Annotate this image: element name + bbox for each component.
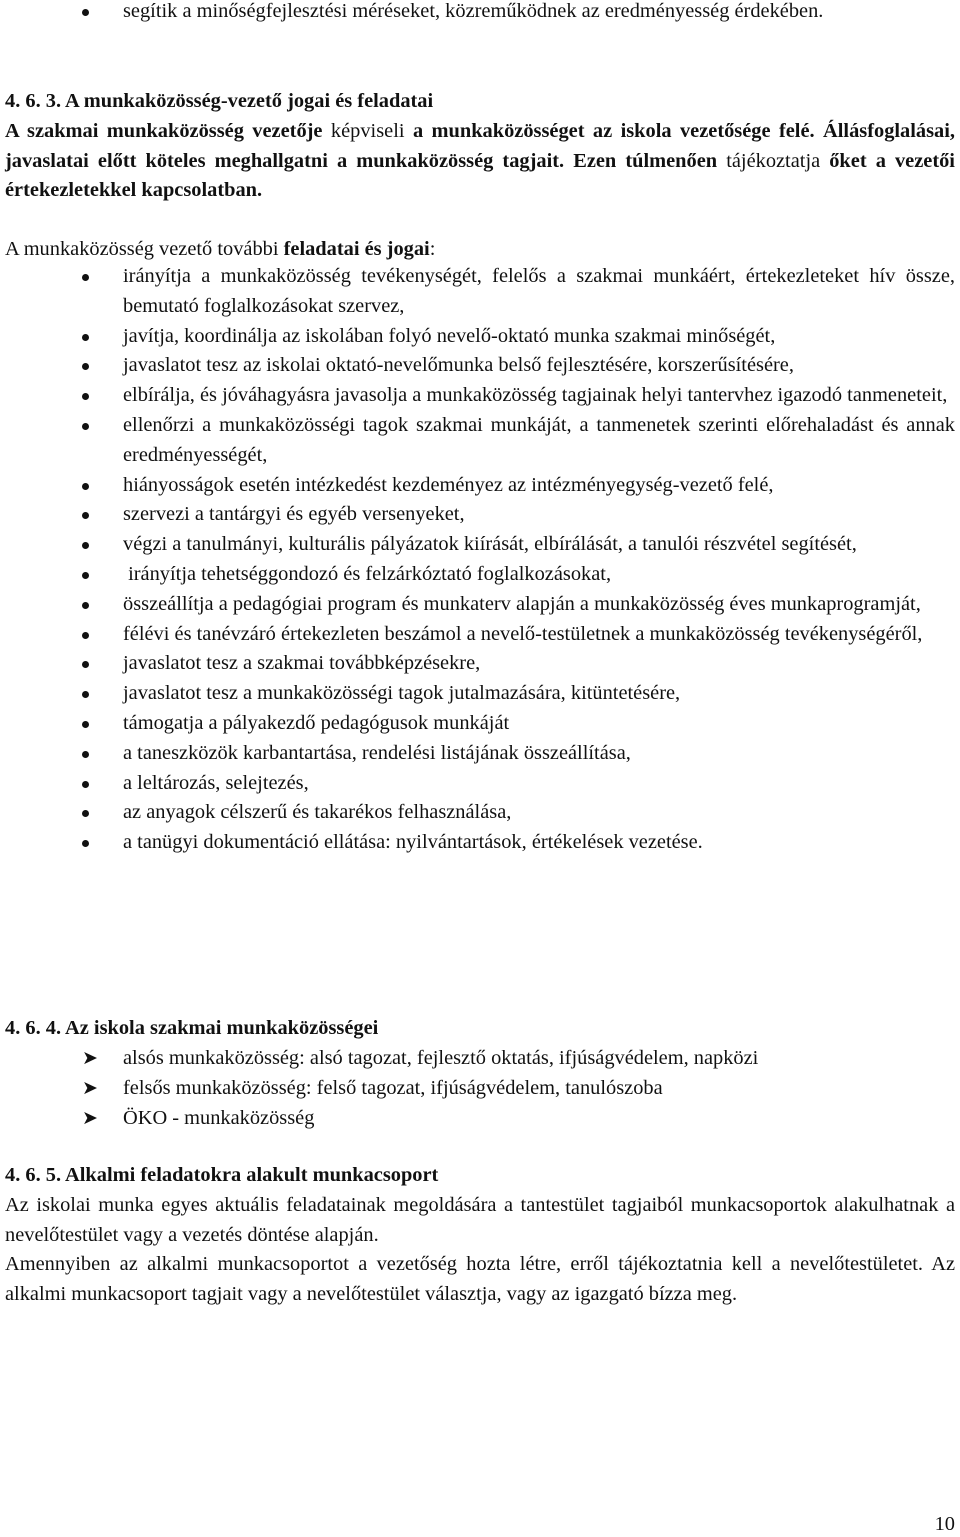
bullet-icon [82, 691, 89, 698]
continued-bullet-list [5, 0, 955, 27]
bullet-icon [82, 661, 89, 668]
section-paragraph: A szakmai munkaközösség vezetője képviseli a munkaközösséget az iskola vezetősége felé. Állásfoglalásai, javaslatai előtt köteles meghallgatni a munkaközösség tagjait. Ezen túlmenően tájékoztatja őket a vezetői értekezletekkel kapcsolatban. [5, 119, 955, 202]
section-paragraph: Az iskolai munka egyes aktuális feladatainak megoldására a tantestület tagjaiból munkacsoportok alakulhatnak a nevelőtestület vagy a vezetés döntése alapján. [5, 1193, 955, 1246]
list-item: hiányosságok esetén intézkedést kezdeményez az intézményegység-vezető felé, [5, 471, 955, 501]
bullet-icon [82, 393, 89, 400]
bullet-icon [82, 721, 89, 728]
section-heading: 4. 6. 3. A munkaközösség-vezető jogai és feladatai [5, 90, 434, 112]
bullet-icon [82, 512, 89, 519]
list-item: javítja, koordinálja az iskolában folyó nevelő-oktató munka szakmai minőségét, [5, 322, 955, 352]
bullet-icon [82, 751, 89, 758]
duties-intro: A munkaközösség vezető további feladatai és jogai: [5, 238, 436, 261]
list-item: az anyagok célszerű és takarékos felhasználása, [5, 798, 955, 828]
bullet-icon [82, 334, 89, 341]
bullet-icon [82, 572, 89, 579]
list-item: szervezi a tantárgyi és egyéb versenyeket, [5, 500, 955, 530]
bullet-icon [82, 632, 89, 639]
work-communities-list [5, 1044, 955, 1133]
list-item: a taneszközök karbantartása, rendelési listájának összeállítása, [5, 739, 955, 769]
bullet-icon [82, 602, 89, 609]
list-item: ellenőrzi a munkaközösségi tagok szakmai munkáját, a tanmenetek szerinti előrehaladást és annak eredményességét, [5, 411, 955, 471]
list-item: félévi és tanévzáró értekezleten beszámol a nevelő-testületnek a munkaközösség tevékenységéről, [5, 620, 955, 650]
list-item: ➤ felsős munkaközösség: felső tagozat, ifjúságvédelem, tanulószoba [5, 1074, 955, 1104]
bullet-icon [82, 781, 89, 788]
bullet-icon [82, 810, 89, 817]
section-4-6-5 [5, 1161, 955, 1310]
list-item: a tanügyi dokumentáció ellátása: nyilvántartások, értékelések vezetése. [5, 828, 955, 858]
section-4-6-3 [5, 87, 955, 265]
bullet-icon [82, 840, 89, 847]
bullet-icon [82, 483, 89, 490]
list-item: segítik a minőségfejlesztési méréseket, közreműködnek az eredményesség érdekében. [5, 0, 955, 27]
bullet-icon [82, 9, 89, 16]
list-item: elbírálja, és jóváhagyásra javasolja a munkaközösség tagjainak helyi tantervhez igazodó tanmeneteit, [5, 381, 955, 411]
page-number: 10 [934, 1513, 955, 1535]
list-item: végzi a tanulmányi, kulturális pályázatok kiírását, elbírálását, a tanulói részvétel segítését, [5, 530, 955, 560]
arrow-bullet-icon: ➤ [82, 1076, 98, 1099]
list-item: javaslatot tesz az iskolai oktató-nevelőmunka belső fejlesztésére, korszerűsítésére, [5, 351, 955, 381]
list-item: a leltározás, selejtezés, [5, 769, 955, 799]
list-item: javaslatot tesz a munkaközösségi tagok jutalmazására, kitüntetésére, [5, 679, 955, 709]
section-heading: 4. 6. 4. Az iskola szakmai munkaközösségei [5, 1017, 379, 1039]
arrow-bullet-icon: ➤ [82, 1047, 98, 1069]
bullet-icon [82, 274, 89, 281]
list-item: ➤ alsós munkaközösség: alsó tagozat, fejlesztő oktatás, ifjúságvédelem, napközi [5, 1044, 955, 1074]
list-item: támogatja a pályakezdő pedagógusok munkáját [5, 709, 955, 739]
list-item: ➤ ÖKO - munkaközösség [5, 1104, 955, 1134]
section-paragraph: Amennyiben az alkalmi munkacsoportot a vezetőség hozta létre, erről tájékoztatnia kell a nevelőtestületet. Az alkalmi munkacsoport tagjait vagy a nevelőtestület választja, vagy az igazgató bízza meg. [5, 1253, 955, 1306]
arrow-bullet-icon: ➤ [82, 1106, 98, 1129]
list-item: javaslatot tesz a szakmai továbbképzésekre, [5, 649, 955, 679]
bullet-icon [82, 423, 89, 430]
duties-list [5, 262, 955, 858]
bullet-icon [82, 542, 89, 549]
list-item: irányítja a munkaközösség tevékenységét, felelős a szakmai munkáért, értekezleteket hív össze, bemutató foglalkozásokat szervez, [5, 262, 955, 322]
section-heading: 4. 6. 5. Alkalmi feladatokra alakult munkacsoport [5, 1164, 439, 1186]
list-item: irányítja tehetséggondozó és felzárkóztató foglalkozásokat, [5, 560, 955, 590]
list-item: összeállítja a pedagógiai program és munkaterv alapján a munkaközösség éves munkaprogramját, [5, 590, 955, 620]
bullet-icon [82, 363, 89, 370]
section-4-6-4 [5, 1014, 955, 1044]
